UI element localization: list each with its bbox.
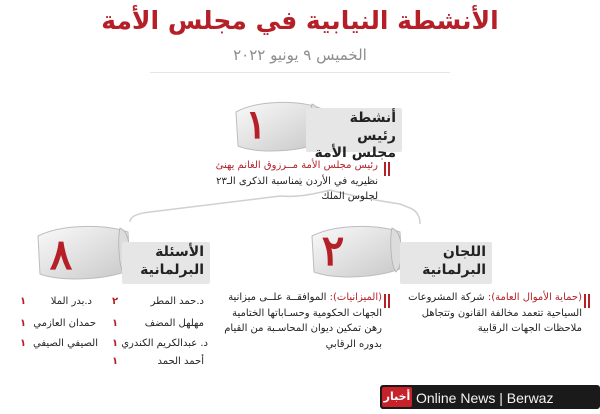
questions-label	[122, 242, 210, 284]
question-mp-name: د. عبدالكريم الكندري	[121, 338, 208, 349]
committees-item2-tag: (الميزانيات):	[329, 292, 382, 303]
question-count: ١	[19, 338, 27, 349]
site-logo[interactable]: أخبار	[382, 387, 412, 407]
committees-count: ٢	[321, 226, 345, 275]
questions-count: ٨	[49, 230, 73, 279]
page-date: الخميس ٩ يونيو ٢٠٢٢	[233, 46, 367, 64]
committees-item1-line2: السياحية تتعمد مخالفة القانون وتتجاهل	[421, 307, 582, 319]
page-title: الأنشطة النيابية في مجلس الأمة	[101, 6, 499, 35]
committees-item2-line4: بدوره الرقابي	[325, 338, 382, 350]
committees-item1-bullet-icon	[584, 294, 592, 308]
question-count: ١	[111, 356, 119, 367]
speaker-item-line2: نظيريه في الأردن بمناسبة الذكرى الـ٢٣	[216, 175, 378, 187]
committees-label-line1: اللجان	[442, 244, 486, 260]
questions-section	[0, 200, 210, 380]
question-mp-name: د.بدر الملا	[50, 296, 92, 307]
speaker-item	[202, 158, 378, 205]
committees-section	[200, 200, 600, 380]
committees-item2	[214, 290, 382, 352]
committees-label-line2: البرلمانية	[422, 261, 486, 278]
question-mp-name: حمدان العازمي	[33, 318, 96, 329]
speaker-item-line1: رئيس مجلس الأمة مــرزوق الغانم يهنئ	[215, 160, 378, 171]
committees-item1-line1: شركة المشروعات	[408, 292, 488, 303]
speaker-label-line2: مجلس الأمة	[314, 145, 396, 161]
question-count: ١	[111, 318, 119, 329]
speaker-label-line1: أنشطة رئيس	[349, 110, 396, 144]
questions-label-line2: البرلمانية	[140, 261, 204, 278]
committees-label	[400, 242, 492, 284]
question-mp-name: د.حمد المطر	[150, 296, 204, 307]
committees-item1-line3: ملاحظات الجهات الرقابية	[477, 323, 582, 334]
committees-item2-line3: رهن تمكين ديوان المحاسـبة من القيام	[224, 323, 382, 334]
committees-item1	[404, 290, 582, 337]
committees-item1-tag: (حماية الأموال العامة):	[487, 292, 582, 303]
committees-item2-bullet-icon	[384, 294, 392, 308]
question-mp-name: مهلهل المضف	[144, 318, 204, 329]
question-count: ١	[19, 296, 27, 307]
speaker-section	[0, 0, 600, 200]
speaker-item-line3: لجلوس الملك	[321, 191, 378, 202]
question-mp-name: أحمد الحمد	[157, 356, 204, 367]
questions-label-line1: الأسئلة	[155, 244, 204, 260]
question-count: ١	[111, 338, 119, 349]
question-count: ١	[19, 318, 27, 329]
question-mp-name: الصيفي الصيفي	[33, 338, 98, 349]
committees-item2-line1: الموافقــة علــى ميزانية	[228, 292, 330, 303]
speaker-label	[306, 108, 402, 161]
speaker-bullet-icon	[384, 162, 392, 176]
question-count: ٢	[111, 296, 119, 307]
speaker-count: ١	[245, 101, 267, 148]
committees-item2-line2: الجهات الحكومية وحسـاباتها الختامية	[232, 307, 382, 319]
site-name[interactable]: Online News | Berwaz	[416, 390, 554, 406]
